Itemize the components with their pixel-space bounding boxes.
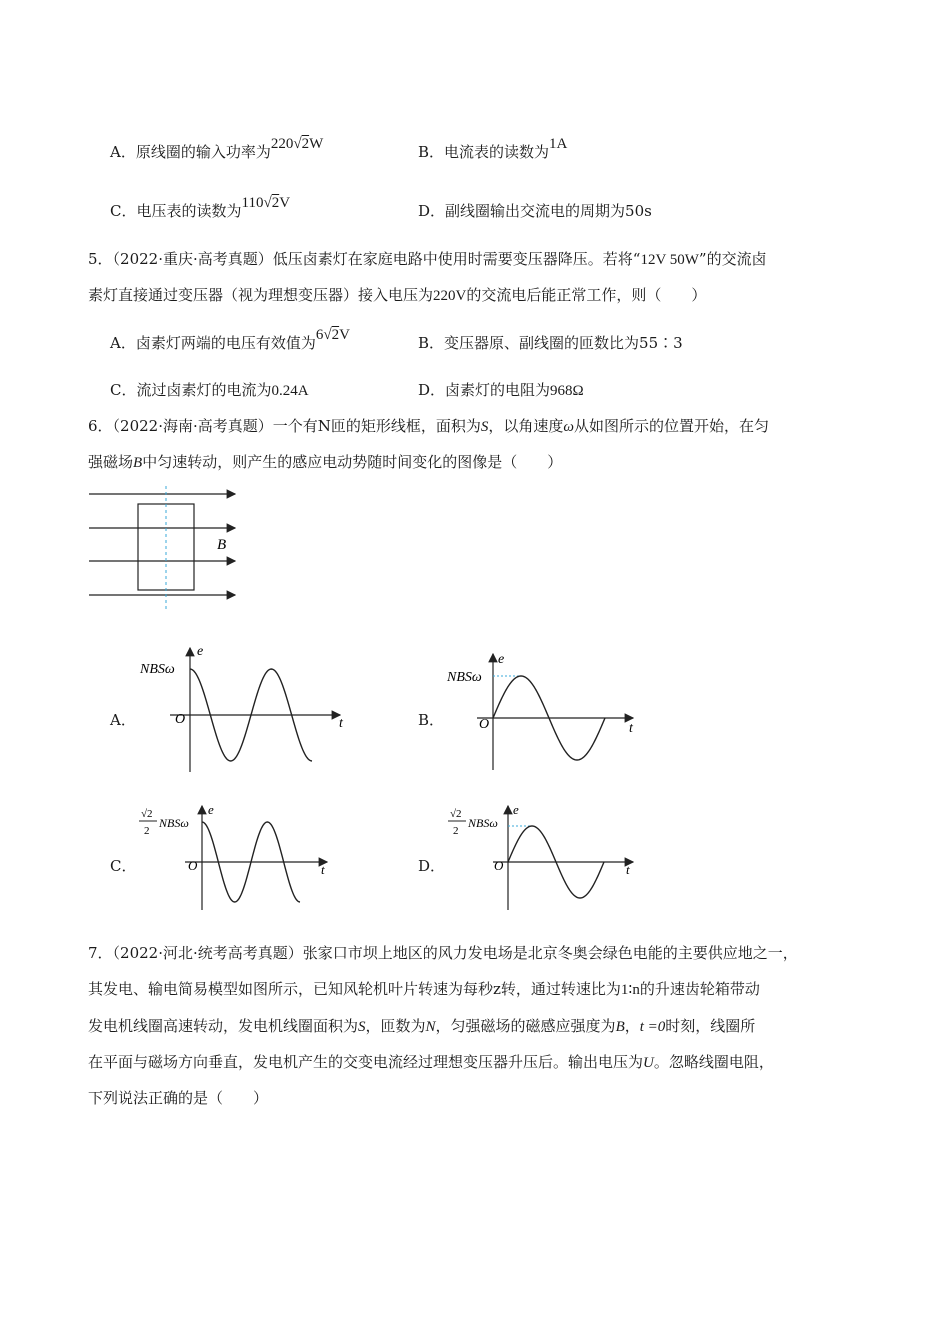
graph-c[interactable] bbox=[135, 800, 335, 912]
q7-stem-line5: 下列说法正确的是（ ） bbox=[88, 1089, 269, 1107]
q6-option-b[interactable]: B． bbox=[418, 711, 445, 729]
e-axis-label: e bbox=[208, 802, 214, 817]
q4-option-d[interactable] bbox=[418, 201, 652, 221]
option-value: 6√2V bbox=[315, 327, 350, 343]
speed-ratio: 1∶n bbox=[620, 982, 640, 998]
q6-stem-line2: 强磁场B中匀速转动，则产生的感应电动势随时间变化的图像是（ ） bbox=[88, 453, 563, 471]
amplitude-label: NBSω bbox=[447, 670, 482, 685]
frac-numerator: √2 bbox=[450, 808, 462, 820]
graph-b[interactable] bbox=[445, 648, 640, 773]
q6-option-d[interactable]: D． bbox=[418, 857, 446, 875]
t-axis-label: t bbox=[339, 716, 343, 731]
q4-option-a[interactable] bbox=[110, 136, 324, 163]
option-letter: C． bbox=[110, 381, 137, 399]
option-text: 电流表的读数为 bbox=[444, 143, 550, 161]
e-axis-label: e bbox=[513, 802, 519, 817]
q4-option-b[interactable] bbox=[418, 136, 568, 163]
q5-option-c[interactable] bbox=[110, 380, 309, 401]
option-text: 电压表的读数为 bbox=[136, 202, 242, 220]
t-axis-label: t bbox=[629, 721, 633, 736]
origin-label: O bbox=[188, 858, 198, 873]
option-letter: A． bbox=[110, 334, 136, 352]
q4-option-c[interactable] bbox=[110, 195, 291, 222]
q6-stem-line1: 6．（2022·海南·高考真题）一个有N匝的矩形线框，面积为S，以角速度ω从如图所示的位置开始，在匀 bbox=[88, 417, 770, 435]
option-value: 110√2V bbox=[241, 195, 291, 211]
graph-a[interactable] bbox=[135, 640, 360, 775]
frac-denominator: 2 bbox=[144, 825, 150, 837]
q5-option-b[interactable] bbox=[418, 333, 683, 353]
option-text: 副线圈输出交流电的周期为50s bbox=[445, 202, 652, 220]
time-zero: t =0 bbox=[639, 1019, 666, 1035]
q7-stem-line1: 7．（2022·河北·统考高考真题）张家口市坝上地区的风力发电场是北京冬奥会绿色电能的主要供应地之一， bbox=[88, 944, 798, 962]
q7-stem-line4: 在平面与磁场方向垂直，发电机产生的交变电流经过理想变压器升压后。输出电压为U。忽略线圈电阻， bbox=[88, 1053, 774, 1071]
amplitude-label: NBSω bbox=[159, 816, 189, 830]
field-label: B bbox=[217, 537, 227, 553]
origin-label: O bbox=[479, 717, 490, 732]
option-text: 流过卤素灯的电流为 bbox=[136, 381, 272, 399]
t-axis-label: t bbox=[321, 862, 325, 877]
graph-d[interactable] bbox=[443, 800, 643, 912]
option-value: 1A bbox=[549, 136, 568, 152]
q5-stem-line2: 素灯直接通过变压器（视为理想变压器）接入电压为220V的交流电后能正常工作，则（ ） bbox=[88, 286, 707, 304]
origin-label: O bbox=[175, 712, 186, 727]
option-letter: D． bbox=[418, 381, 446, 399]
q6-option-a[interactable]: A． bbox=[110, 711, 136, 729]
frac-denominator: 2 bbox=[453, 825, 459, 837]
option-text: 变压器原、副线圈的匝数比为55∶3 bbox=[444, 334, 683, 352]
e-axis-label: e bbox=[498, 652, 505, 667]
option-letter: D． bbox=[418, 202, 446, 220]
option-letter: C． bbox=[110, 202, 137, 220]
q7-stem-line3: 发电机线圈高速转动，发电机线圈面积为S，匝数为N，匀强磁场的磁感应强度为B，t =0时刻，线圈所 bbox=[88, 1017, 756, 1035]
option-value: 0.24A bbox=[271, 383, 309, 399]
q7-stem-line2: 其发电、输电简易模型如图所示，已知风轮机叶片转速为每秒z转，通过转速比为1∶n的升速齿轮箱带动 bbox=[88, 980, 760, 998]
lamp-rating: 12V 50W bbox=[640, 252, 699, 268]
frac-numerator: √2 bbox=[141, 808, 153, 820]
amplitude-label: NBSω bbox=[140, 662, 175, 677]
input-voltage: 220V bbox=[433, 288, 467, 304]
option-text: 卤素灯的电阻为 bbox=[445, 381, 551, 399]
q5-stem-line1: 5．（2022·重庆·高考真题）低压卤素灯在家庭电路中使用时需要变压器降压。若将“12V 50W”的交流卤 bbox=[88, 250, 767, 268]
option-value: 968Ω bbox=[550, 383, 584, 399]
q5-option-d[interactable] bbox=[418, 380, 584, 401]
amplitude-label: NBSω bbox=[468, 816, 498, 830]
q6-option-c[interactable]: C． bbox=[110, 857, 137, 875]
e-axis-label: e bbox=[197, 644, 204, 659]
option-value: 220√2W bbox=[270, 136, 324, 152]
option-letter: A． bbox=[110, 143, 136, 161]
option-letter: B． bbox=[418, 334, 445, 352]
coil-in-field-figure bbox=[85, 484, 245, 614]
t-axis-label: t bbox=[626, 862, 630, 877]
origin-label: O bbox=[494, 858, 504, 873]
q5-option-a[interactable] bbox=[110, 327, 350, 354]
option-letter: B． bbox=[418, 143, 445, 161]
option-text: 原线圈的输入功率为 bbox=[135, 143, 271, 161]
option-text: 卤素灯两端的电压有效值为 bbox=[135, 334, 316, 352]
